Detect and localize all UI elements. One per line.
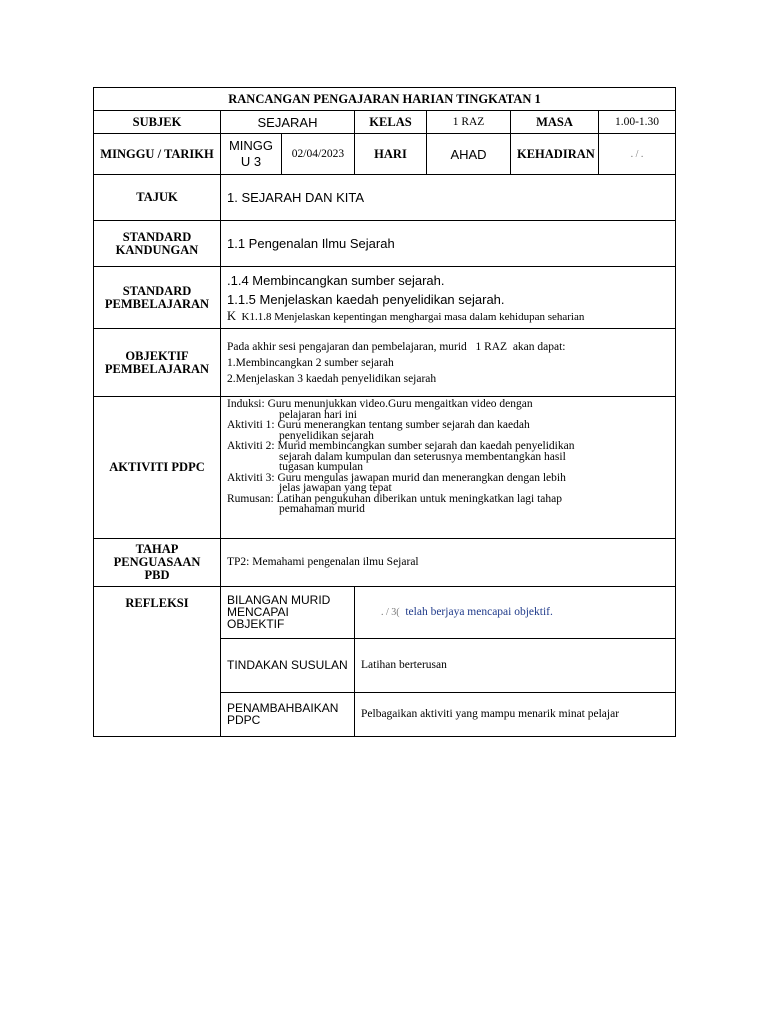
obj-intro-kelas: 1 RAZ [475,340,508,353]
standard-pembelajaran-row [94,267,676,329]
act-line-3: Aktiviti 1: Guru menerangkan tentang sumber sejarah dan kaedah [227,419,530,432]
refleksi-1-text: telah berjaya mencapai objektif. [405,605,553,618]
sk-label-line-2: KANDUNGAN [115,242,199,257]
act-line-10: Rumusan: Latihan pengukuhan diberikan untuk meningkatkan lagi tahap [227,492,563,505]
act-line-7: tugasan kumpulan [279,461,363,474]
refleksi-1-label [221,586,355,638]
hari-value: AHAD [427,134,511,175]
tahap-row [94,538,676,586]
date-value: 02/04/2023 [282,134,355,175]
tajuk-row [94,175,676,221]
obj-item-2: 2.Menjelaskan 3 kaedah penyelidikan sejarah [227,372,437,385]
aktiviti-value [221,397,676,538]
act-line-2: pelajaran hari ini [279,408,357,421]
act-line-6: sejarah dalam kumpulan dan seterusnya membentangkan hasil [279,450,566,463]
subjek-value: SEJARAH [221,111,355,134]
subject-row [94,111,676,134]
hari-label: HARI [355,134,427,175]
plan-title: RANCANGAN PENGAJARAN HARIAN TINGKATAN 1 [94,88,676,111]
kelas-value: 1 RAZ [427,111,511,134]
tajuk-label: TAJUK [94,175,221,221]
week-row [94,134,676,175]
act-line-9: jelas jawapan yang tepat [279,482,392,495]
objektif-row [94,329,676,397]
minggu-label: MINGGU / TARIKH [94,134,221,175]
tahap-label [94,538,221,586]
tahap-value: TP2: Memahami pengenalan ilmu Sejaral [221,538,676,586]
tahap-label-line-2: PENGUASAAN PBD [113,554,201,582]
act-line-5: Aktiviti 2: Murid membincangkan sumber sejarah dan kaedah penyelidikan [227,440,575,453]
obj-label-line-2: PEMBELAJARAN [104,361,210,376]
obj-intro-end: akan dapat: [512,340,566,353]
refleksi-3-label-line-1: PENAMBAHBAIKAN [227,701,339,716]
obj-intro [227,339,669,355]
refleksi-3-label-line-2: PDPC [227,713,261,728]
act-line-1: Induksi: Guru menunjukkan video.Guru mengaitkan video dengan [227,398,533,411]
standard-pembelajaran-label [94,267,221,329]
act-line-11: pemahaman murid [279,503,365,516]
sp-label-line-2: PEMBELAJARAN [104,296,210,311]
kehadiran-value: . / . [599,134,676,175]
week-line-2: U 3 [240,154,262,170]
refleksi-1-label-line-1: BILANGAN MURID [227,593,331,608]
standard-kandungan-value: 1.1 Pengenalan Ilmu Sejarah [221,221,676,267]
refleksi-1-count: . / 3( [381,606,400,618]
act-line-8: Aktiviti 3: Guru mengulas jawapan murid dan menerangkan dengan lebih [227,471,566,484]
refleksi-3-label [221,692,355,736]
objektif-label [94,329,221,397]
act-line-4: penyelidikan sejarah [279,429,374,442]
refleksi-1-label-line-2: MENCAPAI OBJEKTIF [227,605,289,632]
tahap-label-line-1: TAHAP [135,541,179,556]
sk-label-line-1: STANDARD [122,229,192,244]
kehadiran-label: KEHADIRAN [511,134,599,175]
tajuk-value: 1. SEJARAH DAN KITA [221,175,676,221]
aktiviti-row [94,397,676,538]
refleksi-3-value: Pelbagaikan aktiviti yang mampu menarik minat pelajar [355,692,676,736]
refleksi-1-value [355,586,676,638]
refleksi-2-label: TINDAKAN SUSULAN [221,638,355,692]
kelas-label: KELAS [355,111,427,134]
refleksi-label: REFLEKSI [94,586,221,736]
standard-kandungan-label [94,221,221,267]
week-line-1: MINGG [228,138,274,154]
sp-k-line [227,309,669,324]
aktiviti-label: AKTIVITI PDPC [94,397,221,538]
refleksi-row-1 [94,586,676,638]
obj-label-line-1: OBJEKTIF [125,348,189,363]
obj-item-1: 1.Membincangkan 2 sumber sejarah [227,356,394,369]
sp-label-line-1: STANDARD [122,283,192,298]
lesson-plan-table [93,87,676,737]
sp-k-prefix: K [227,309,237,324]
masa-label: MASA [511,111,599,134]
standard-pembelajaran-value [221,267,676,329]
sp-line-2: 1.1.5 Menjelaskan kaedah penyelidikan sejarah. [227,292,505,308]
subjek-label: SUBJEK [94,111,221,134]
refleksi-2-value: Latihan berterusan [355,638,676,692]
objektif-value [221,329,676,397]
standard-kandungan-row [94,221,676,267]
title-row [94,88,676,111]
masa-value: 1.00-1.30 [599,111,676,134]
week-value [221,134,282,175]
obj-intro-text: Pada akhir sesi pengajaran dan pembelajaran, murid [227,340,467,353]
sp-line-1: .1.4 Membincangkan sumber sejarah. [227,273,445,289]
sp-k-text: K1.1.8 Menjelaskan kepentingan menghargai masa dalam kehidupan seharian [241,311,585,324]
